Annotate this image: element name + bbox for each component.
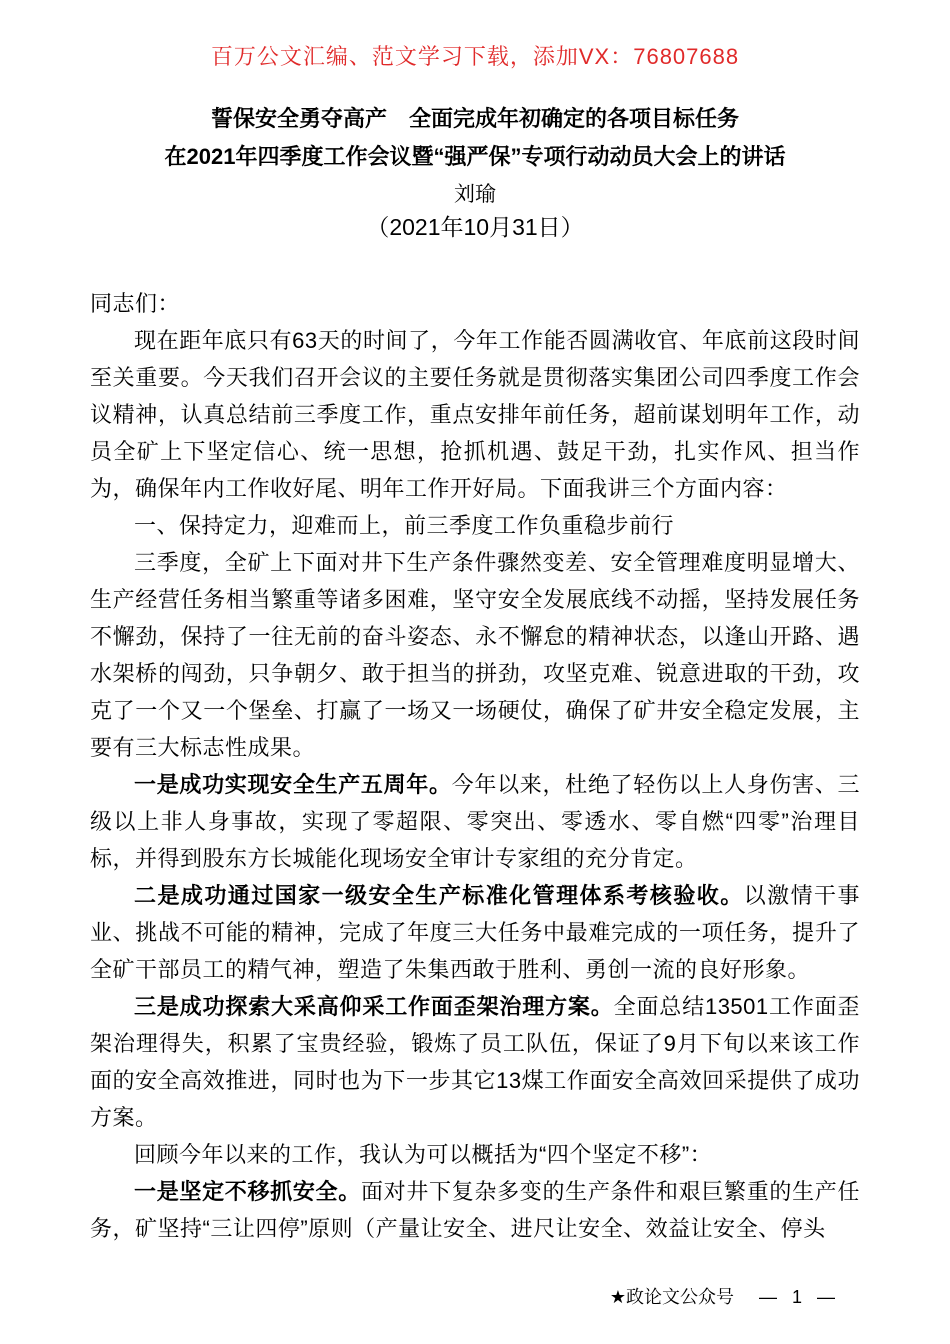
paragraph-achievement-3	[90, 988, 860, 1136]
paragraph-q3-review	[90, 544, 860, 766]
watermark-ad-text: 百万公文汇编、范文学习下载，添加VX：76807688	[210, 44, 740, 69]
paragraph-text: 一、保持定力，迎难而上，前三季度工作负重稳步前行	[134, 513, 675, 538]
page-number: — 1 —	[758, 1287, 835, 1307]
paragraph-text: 回顾今年以来的工作，我认为可以概括为“四个坚定不移”：	[134, 1142, 713, 1167]
title-block	[0, 100, 950, 176]
paragraph-text: 以激情干事业、挑战不可能的精神，完成了年度三大任务中最难完成的一项任务，提升了全矿干部员工的精气神，塑造了朱集西敢于胜利、勇创一流的良好形象。	[90, 883, 860, 982]
paragraph-text: 今年以来，杜绝了轻伤以上人身伤害、三级以上非人身事故，实现了零超限、零突出、零透水、零自燃“四零”治理目标，并得到股东方长城能化现场安全审计专家组的充分肯定。	[90, 772, 860, 871]
paragraph-achievement-2	[90, 877, 860, 988]
paragraph-text: 面对井下复杂多变的生产条件和艰巨繁重的生产任务，矿坚持“三让四停”原则（产量让安全、进尺让安全、效益让安全、停头	[90, 1179, 860, 1241]
paragraph-bold-lead: 三是成功探索大采高仰采工作面歪架治理方案。	[134, 994, 614, 1019]
paragraph-text: 全面总结13501工作面歪架治理得失，积累了宝贵经验，锻炼了员工队伍，保证了9月下旬以来该工作面的安全高效推进，同时也为下一步其它13煤工作面安全高效回采提供了成功方案。	[90, 994, 860, 1130]
paragraph-intro	[90, 322, 860, 507]
paragraph-unwavering-1	[90, 1173, 860, 1247]
speech-date: （2021年10月31日）	[366, 214, 584, 240]
author-name: 刘瑜	[454, 183, 496, 206]
paragraph-bold-lead: 一是成功实现安全生产五周年。	[134, 772, 452, 797]
paragraph-text: 三季度，全矿上下面对井下生产条件骤然变差、安全管理难度明显增大、生产经营任务相当繁重等诸多困难，坚守安全发展底线不动摇，坚持发展任务不懈劲，保持了一往无前的奋斗姿态、永不懈怠的精神状态，以逢山开路、遇水架桥的闯劲，只争朝夕、敢于担当的拼劲，攻坚克难、锐意进取的干劲，攻克了一个又一个堡垒、打赢了一场又一场硬仗，确保了矿井安全稳定发展，主要有三大标志性成果。	[90, 550, 860, 760]
document-body	[90, 285, 860, 1247]
page-footer	[610, 1283, 835, 1309]
paragraph-bold-lead: 二是成功通过国家一级安全生产标准化管理体系考核验收。	[134, 883, 744, 908]
section-heading-1	[90, 507, 860, 544]
document-title-line-1: 誓保安全勇夺高产 全面完成年初确定的各项目标任务	[210, 106, 739, 131]
document-title-line-2: 在2021年四季度工作会议暨“强严保”专项行动动员大会上的讲话	[164, 144, 786, 169]
paragraph-achievement-1	[90, 766, 860, 877]
salutation	[90, 285, 860, 322]
paragraph-bold-lead: 一是坚定不移抓安全。	[134, 1179, 361, 1204]
footer-source-label: ★政论文公众号	[609, 1287, 734, 1307]
paragraph-recap	[90, 1136, 860, 1173]
paragraph-text: 同志们：	[90, 291, 181, 316]
paragraph-text: 现在距年底只有63天的时间了，今年工作能否圆满收官、年底前这段时间至关重要。今天我们召开会议的主要任务就是贯彻落实集团公司四季度工作会议精神，认真总结前三季度工作，重点安排年前任务，超前谋划明年工作，动员全矿上下坚定信心、统一思想，抢抓机遇、鼓足干劲，扎实作风、担当作为，确保年内工作收好尾、明年工作开好局。下面我讲三个方面内容：	[90, 328, 860, 501]
